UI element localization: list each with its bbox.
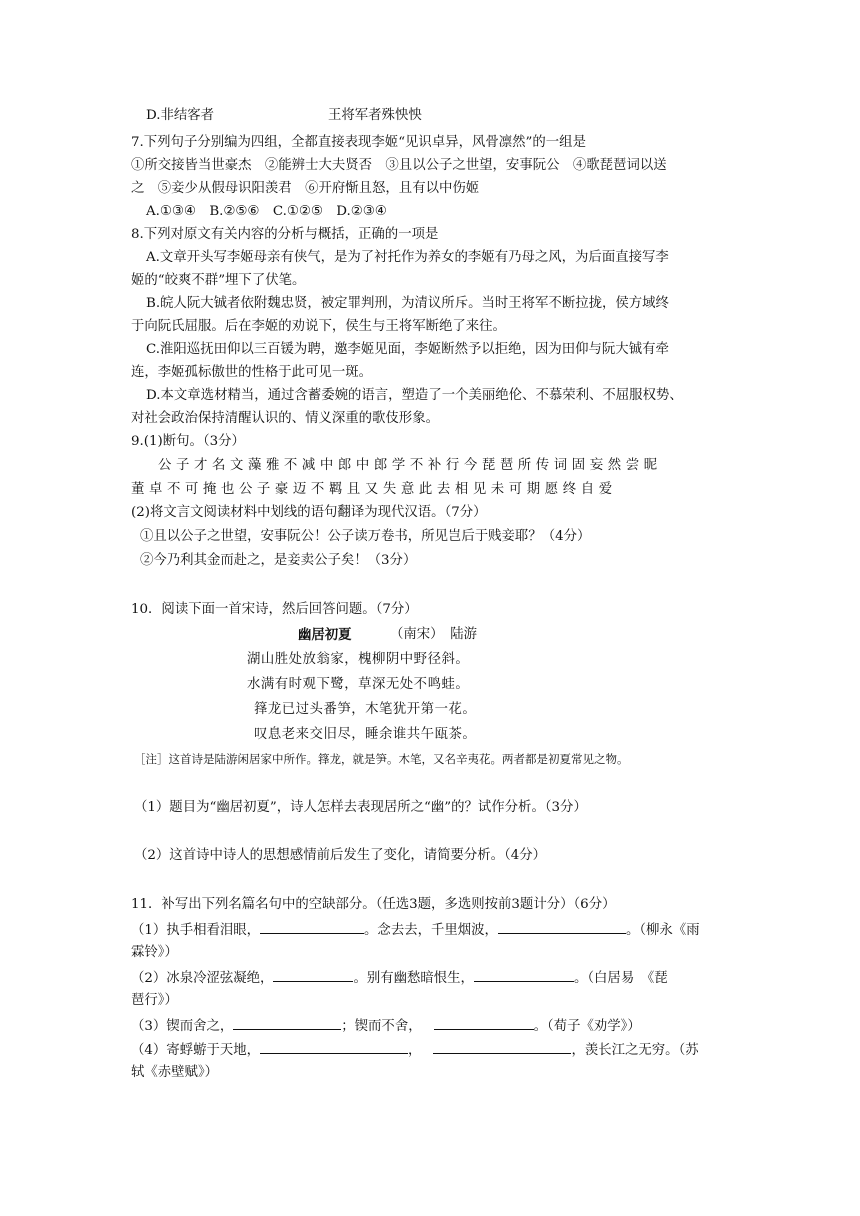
q11-item-2-blank-2[interactable] [474, 967, 574, 982]
q11-item-1-line1 [131, 919, 700, 941]
poem-line-1: 湖山胜处放翁家，槐柳阴中野径斜。 [247, 652, 470, 667]
q11-item-4-line2: 轼《赤壁赋》） [131, 1065, 219, 1080]
q11-item-2-text-c: 。（白居易 《琵 [573, 971, 668, 986]
q11-item-1-text-b: 。念去去，千里烟波， [364, 923, 498, 938]
q10-sub-question-2: （2）这首诗中诗人的思想感情前后发生了变化，请简要分析。（4分） [134, 848, 547, 863]
q11-item-4-line1 [131, 1039, 699, 1061]
q11-item-4-blank-1[interactable] [260, 1039, 408, 1054]
q9-sentence-1: ①且以公子之世望，安事阮公！公子读万卷书，所见岂后于贱妾耶？（4分） [140, 529, 591, 544]
q11-item-3-text-b: ；锲而不舍， [341, 1019, 422, 1034]
q11-item-1-blank-2[interactable] [498, 919, 626, 934]
q11-stem: 11．补写出下列名篇名句中的空缺部分。（任选3题，多选则按前3题计分）（6分） [131, 897, 616, 912]
poem-author: （南宋） 陆游 [390, 627, 478, 642]
poem-line-4: 叹息老来交旧尽，睡余谁共午瓯茶。 [254, 727, 477, 742]
q11-item-4-text-c: ，羡长江之无穷。（苏 [571, 1043, 699, 1058]
q8-option-d-line2: 对社会政治保持清醒认识的、情义深重的歌伎形象。 [131, 411, 439, 426]
q8-option-d-line1: D.本文章选材精当，通过含蓄委婉的语言，塑造了一个美丽绝伦、不慕荣利、不屈服权势、 [146, 388, 683, 403]
q7-items-line1: ①所交接皆当世豪杰 ②能辨士大夫贤否 ③且以公子之世望，安事阮公 ④歌琵琶词以送 [131, 158, 667, 173]
q10-sub-question-1: （1）题目为“幽居初夏”，诗人怎样去表现居所之“幽”的？试作分析。（3分） [134, 800, 587, 815]
q11-item-3-blank-2[interactable] [434, 1015, 534, 1030]
q11-item-2-text-b: 。别有幽愁暗恨生， [353, 971, 474, 986]
q8-option-c-line2: 连，李姬孤标傲世的性格于此可见一斑。 [131, 365, 373, 380]
q9-sentence-2: ②今乃利其金而赴之，是妾卖公子矣！（3分） [140, 553, 417, 568]
q11-item-1-line2: 霖铃》） [131, 945, 178, 960]
poem-note: ［注］这首诗是陆游闲居家中所作。箨龙，就是笋。木笔，又名辛夷花。两者都是初夏常见之物。 [134, 752, 629, 766]
q9-passage-line1: 公子才名文藻雅不减中郎中郎学不补行今琵琶所传词固妄然尝昵 [158, 458, 662, 473]
q7-stem: 7.下列句子分别编为四组，全都直接表现李姬“见识卓异，风骨凛然”的一组是 [131, 135, 586, 150]
q8-option-c-line1: C.淮阳巡抚田仰以三百锾为聘，邀李姬见面，李姬断然予以拒绝，因为田仰与阮大铖有牵 [146, 342, 669, 357]
q9-passage-line2: 董卓不可掩也公子豪迈不羁且又失意此去相见未可期愿终自爱 [131, 482, 617, 497]
q8-stem: 8.下列对原文有关内容的分析与概括，正确的一项是 [131, 227, 439, 242]
q11-item-3-text-c: 。（荀子《劝学》） [533, 1019, 641, 1034]
q11-item-1-blank-1[interactable] [260, 919, 364, 934]
q8-option-b-line1: B.皖人阮大铖者依附魏忠贤，被定罪判刑，为清议所斥。当时王将军不断拉拢，侯方域终 [146, 296, 669, 311]
q8-option-b-line2: 于向阮氏屈服。后在李姬的劝说下，侯生与王将军断绝了来往。 [131, 319, 506, 334]
q8-option-a-line2: 姬的“皎爽不群”埋下了伏笔。 [131, 273, 306, 288]
poem-line-3: 箨龙已过头番笋，木笔犹开第一花。 [254, 702, 477, 717]
q9-part1-title: 9.(1)断句。（3分） [131, 434, 245, 449]
poem-title: 幽居初夏 [298, 627, 352, 643]
q8-option-a-line1: A.文章开头写李姬母亲有侠气，是为了衬托作为养女的李姬有乃母之风，为后面直接写李 [146, 250, 669, 265]
q6-option-d-left: D.非结客者 [146, 108, 215, 123]
q11-item-1-text-a: （1）执手相看泪眼， [131, 923, 261, 938]
q11-item-1-text-c: 。（柳永《雨 [625, 923, 700, 938]
q11-item-4-blank-2[interactable] [433, 1039, 571, 1054]
q7-choices: A.①③④ B.②⑤⑥ C.①②⑤ D.②③④ [146, 204, 387, 219]
q11-item-2-line2: 琶行》） [131, 993, 178, 1008]
q7-items-line2: 之 ⑤妾少从假母识阳羡君 ⑥开府惭且怒，且有以中伤姬 [131, 181, 480, 196]
q11-item-3-blank-1[interactable] [233, 1015, 341, 1030]
q10-stem: 10．阅读下面一首宋诗，然后回答问题。（7分） [131, 602, 418, 617]
q11-item-3-line1 [131, 1015, 641, 1037]
q11-item-4-text-a: （4）寄蜉蝣于天地， [131, 1043, 261, 1058]
q9-part2-title: (2)将文言文阅读材料中划线的语句翻译为现代汉语。（7分） [131, 505, 487, 520]
q11-item-3-text-a: （3）锲而舍之， [131, 1019, 234, 1034]
poem-line-2: 水满有时观下鹭，草深无处不鸣蛙。 [247, 677, 470, 692]
q6-option-d-right: 王将军者殊怏怏 [328, 108, 422, 123]
q11-item-4-text-b: ， [408, 1043, 422, 1058]
q11-item-2-blank-1[interactable] [273, 967, 353, 982]
q11-item-2-line1 [131, 967, 668, 989]
q11-item-2-text-a: （2）冰泉冷涩弦凝绝， [131, 971, 274, 986]
